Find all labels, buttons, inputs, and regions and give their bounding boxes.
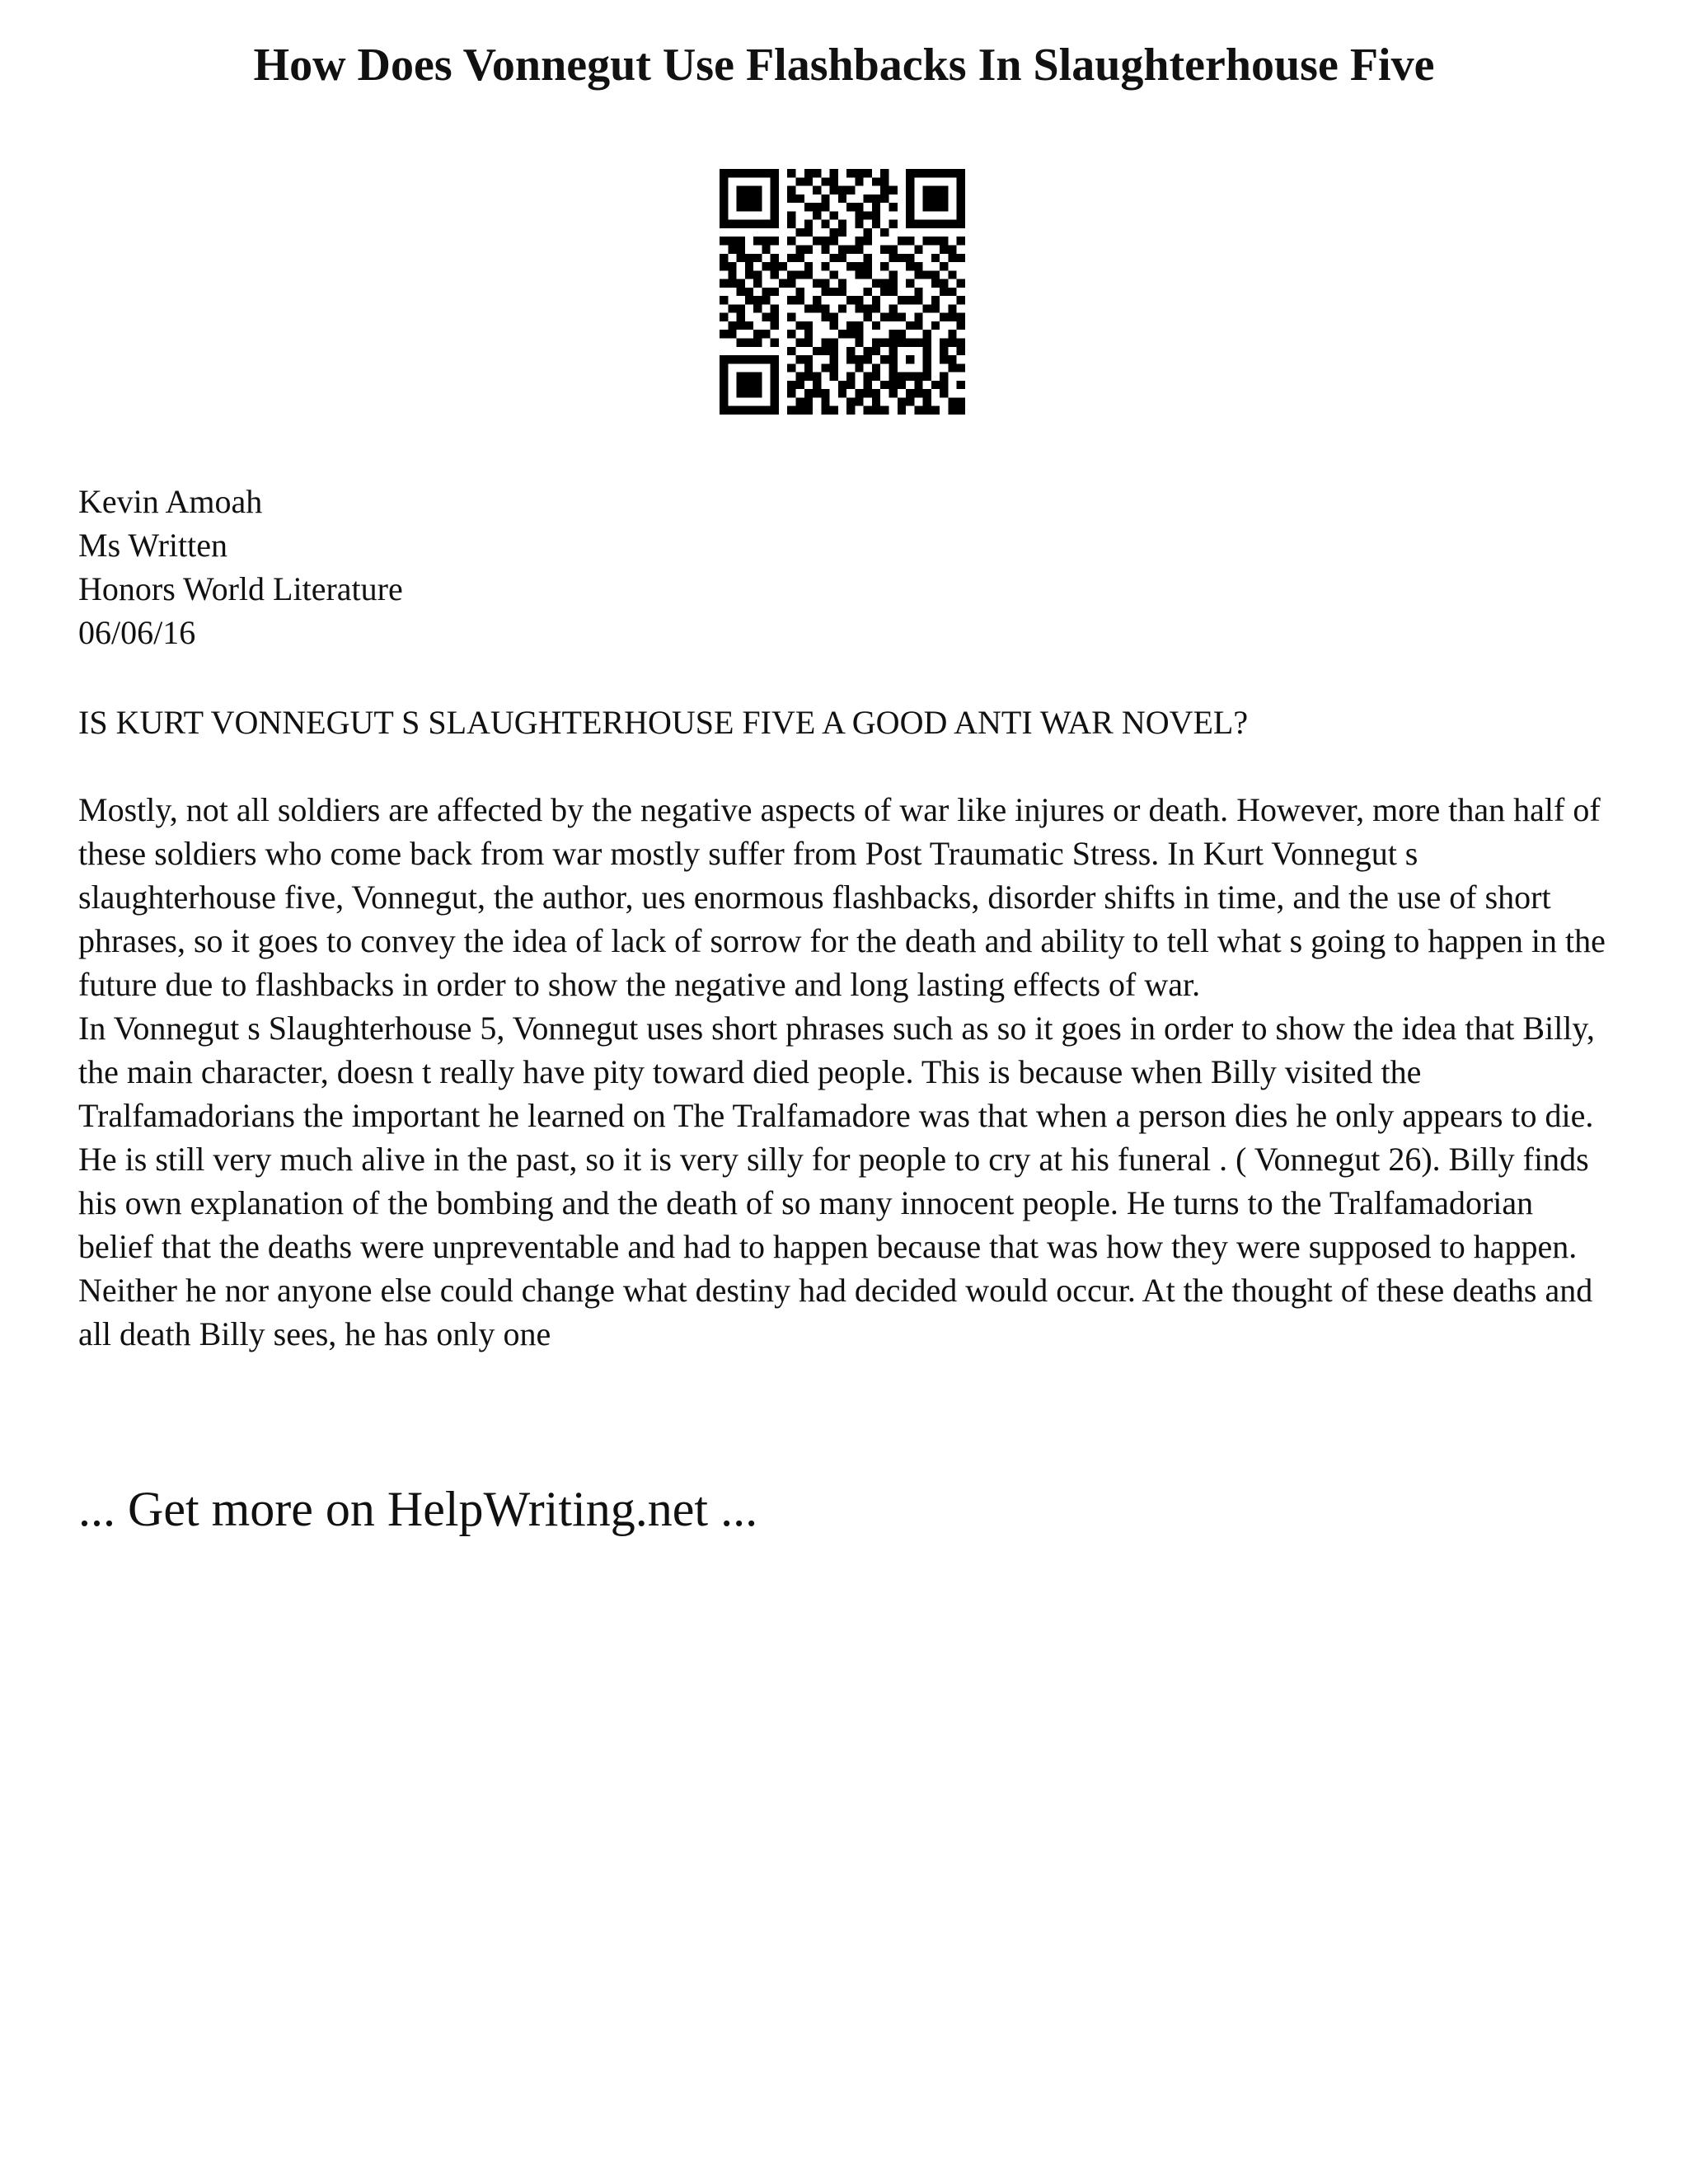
get-more-link[interactable]: ... Get more on HelpWriting.net ...: [78, 1482, 758, 1536]
teacher-name: Ms Written: [78, 527, 227, 564]
paragraph: In Vonnegut s Slaughterhouse 5, Vonnegut uses short phrases such as so it goes in order to show the idea that Billy, the main character, doesn t really have pity toward died people. This is because when Billy visited the Tralfamadorians the important he learned on The Tralfamadore was that when a person dies he only appears to die. He is still very much alive in the past, so it is very silly for people to cry at his funeral . ( Vonnegut 26). Billy finds his own explanation of the bombing and the death of so many innocent people. He turns to the Tralfamadorian belief that the deaths were unpreventable and had to happen because that was how they were supposed to happen. Neither he nor anyone else could change what destiny had decided would occur. At the thought of these deaths and all death Billy sees, he has only one: [78, 1010, 1595, 1352]
qr-code-icon: [720, 169, 965, 415]
author-name: Kevin Amoah: [78, 483, 263, 520]
essay-question: IS KURT VONNEGUT S SLAUGHTERHOUSE FIVE A GOOD ANTI WAR NOVEL?: [78, 704, 1249, 741]
author-header: [78, 480, 1611, 654]
document-date: 06/06/16: [78, 614, 196, 651]
paragraph: Mostly, not all soldiers are affected by the negative aspects of war like injures or death. However, more than half of these soldiers who come back from war mostly suffer from Post Traumatic Stress. In Kurt Vonnegut s slaughterhouse five, Vonnegut, the author, ues enormous flashbacks, disorder shifts in time, and the use of short phrases, so it goes to convey the idea of lack of sorrow for the death and ability to tell what s going to happen in the future due to flashbacks in order to show the negative and long lasting effects of war.: [78, 791, 1606, 1003]
document-title: How Does Vonnegut Use Flashbacks In Slaughterhouse Five: [253, 40, 1435, 91]
essay-body: [78, 788, 1613, 1356]
course-name: Honors World Literature: [78, 570, 403, 607]
